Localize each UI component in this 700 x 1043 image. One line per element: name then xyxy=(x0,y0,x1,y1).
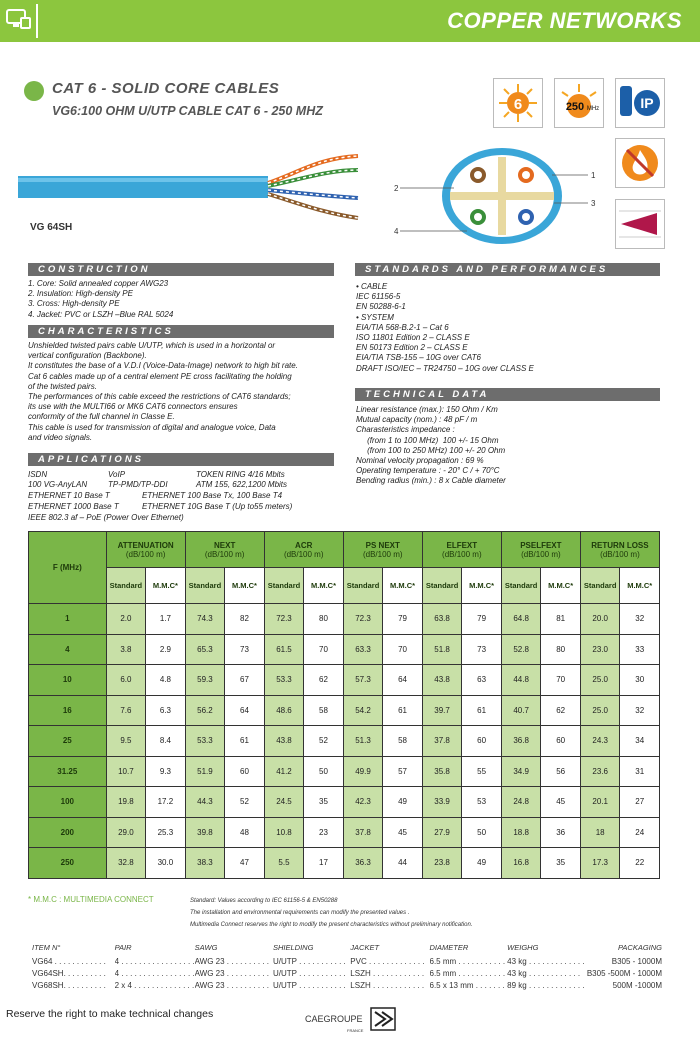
standard-value-cell: 42.3 xyxy=(343,787,383,818)
items-cell: 6.5 mm . . . . . . . . . . . xyxy=(429,968,506,978)
items-cell: 4 . . . . . . . . . . . . . . . . . xyxy=(114,968,195,978)
mmc-value-cell: 62 xyxy=(304,665,344,696)
technical-line: Operating temperature : - 20° C / + 70°C xyxy=(356,466,500,476)
items-header-cell: PACKAGING xyxy=(617,943,662,952)
mmc-note: * M.M.C : MULTIMEDIA CONNECT xyxy=(28,895,154,904)
technical-line: Bending radius (min.) : 8 x Cable diameter xyxy=(356,476,506,486)
mmc-value-cell: 60 xyxy=(462,726,502,757)
standard-value-cell: 63.3 xyxy=(343,634,383,665)
mmc-value-cell: 56 xyxy=(541,756,581,787)
reserve-note: Reserve the right to make technical changes xyxy=(6,1008,214,1020)
standard-subheader: Standard xyxy=(580,568,620,604)
characteristics-line: of the twisted pairs. xyxy=(28,381,97,391)
standard-value-cell: 53.3 xyxy=(185,726,225,757)
cae-groupe-logo xyxy=(305,1006,400,1034)
items-cell: VG64 . . . . . . . . . . . . xyxy=(32,956,106,966)
standard-value-cell: 2.0 xyxy=(106,604,146,635)
table-row xyxy=(29,817,660,848)
standards-heading: STANDARDS AND PERFORMANCES xyxy=(355,263,660,276)
standard-value-cell: 24.3 xyxy=(580,726,620,757)
standard-value-cell: 39.8 xyxy=(185,817,225,848)
mmc-value-cell: 70 xyxy=(383,634,423,665)
mmc-value-cell: 73 xyxy=(462,634,502,665)
table-row xyxy=(29,695,660,726)
standard-value-cell: 54.2 xyxy=(343,695,383,726)
table-row xyxy=(29,787,660,818)
standard-value-cell: 61.5 xyxy=(264,634,304,665)
application-item: TOKEN RING 4/16 Mbits xyxy=(196,470,285,479)
standard-value-cell: 23.0 xyxy=(580,634,620,665)
mmc-value-cell: 70 xyxy=(541,665,581,696)
application-item: ETHERNET 10G Base T (Up to55 meters) xyxy=(142,502,293,511)
items-cell: U/UTP . . . . . . . . . . . xyxy=(273,968,346,978)
mmc-value-cell: 61 xyxy=(383,695,423,726)
standard-value-cell: 33.9 xyxy=(422,787,462,818)
performance-table xyxy=(28,531,660,879)
standard-value-cell: 24.8 xyxy=(501,787,541,818)
characteristics-line: its use with the MULTI66 or MK6 CAT6 connectors ensures xyxy=(28,402,238,412)
mmc-value-cell: 35 xyxy=(541,848,581,879)
items-cell: B305 -500M - 1000M xyxy=(586,968,662,978)
standard-value-cell: 63.8 xyxy=(422,604,462,635)
construction-line: 4. Jacket: PVC or LSZH –Blue RAL 5024 xyxy=(28,309,174,319)
group-header: PS NEXT (dB/100 m) xyxy=(343,532,422,568)
mmc-value-cell: 48 xyxy=(225,817,265,848)
mmc-value-cell: 58 xyxy=(304,695,344,726)
standard-value-cell: 16.8 xyxy=(501,848,541,879)
items-row xyxy=(32,979,662,991)
fire-resistant-icon xyxy=(615,138,665,188)
standard-subheader: Standard xyxy=(343,568,383,604)
cross-label-1: 1 xyxy=(591,171,596,180)
group-header: NEXT (dB/100 m) xyxy=(185,532,264,568)
standard-value-cell: 36.8 xyxy=(501,726,541,757)
application-item: ETHERNET 100 Base Tx, 100 Base T4 xyxy=(142,491,283,500)
items-header-cell: SHIELDING xyxy=(273,943,314,952)
standard-value-cell: 20.0 xyxy=(580,604,620,635)
standards-line: IEC 61156-5 xyxy=(356,292,401,302)
standard-value-cell: 40.7 xyxy=(501,695,541,726)
halogen-free-icon xyxy=(615,199,665,249)
title-bullet xyxy=(24,81,44,101)
mmc-value-cell: 6.3 xyxy=(146,695,186,726)
characteristics-line: conformity of the full channel in Classe E. xyxy=(28,412,175,422)
mmc-value-cell: 25.3 xyxy=(146,817,186,848)
standards-line: EIA/TIA TSB-155 – 10G over CAT6 xyxy=(356,353,481,363)
frequency-cell: 250 xyxy=(29,848,107,879)
mmc-subheader: M.M.C* xyxy=(225,568,265,604)
items-header-cell: SAWG xyxy=(194,943,218,952)
standards-line: EIA/TIA 568-B.2-1 – Cat 6 xyxy=(356,322,449,332)
application-item: VoIP xyxy=(108,470,126,479)
standard-value-cell: 51.8 xyxy=(422,634,462,665)
logo-text: CAEGROUPE xyxy=(305,1014,363,1024)
mmc-subheader: M.M.C* xyxy=(620,568,660,604)
standard-value-cell: 38.3 xyxy=(185,848,225,879)
logo-sub: FRANCE xyxy=(347,1028,364,1033)
mmc-value-cell: 31 xyxy=(620,756,660,787)
characteristics-line: Cat 6 cables made up of a central element PE cross facilitating the holding xyxy=(28,371,292,381)
frequency-cell: 31.25 xyxy=(29,756,107,787)
group-header: ATTENUATION (dB/100 m) xyxy=(106,532,185,568)
standard-value-cell: 65.3 xyxy=(185,634,225,665)
technical-line: Linear resistance (max.): 150 Ohm / Km xyxy=(356,405,498,414)
standard-value-cell: 41.2 xyxy=(264,756,304,787)
frequency-cell: 4 xyxy=(29,634,107,665)
mmc-value-cell: 45 xyxy=(383,817,423,848)
frequency-cell: 10 xyxy=(29,665,107,696)
technical-line: Nominal velocity propagation : 69 % xyxy=(356,456,484,466)
standard-value-cell: 37.8 xyxy=(343,817,383,848)
standard-value-cell: 43.8 xyxy=(264,726,304,757)
cat-value: 6 xyxy=(513,96,523,113)
characteristics-line: and video signals. xyxy=(28,432,93,442)
mmc-value-cell: 58 xyxy=(383,726,423,757)
standard-value-cell: 7.6 xyxy=(106,695,146,726)
standard-value-cell: 57.3 xyxy=(343,665,383,696)
mmc-value-cell: 17.2 xyxy=(146,787,186,818)
standard-value-cell: 9.5 xyxy=(106,726,146,757)
construction-list xyxy=(28,279,348,320)
items-table xyxy=(32,943,662,991)
application-item: ETHERNET 10 Base T xyxy=(28,491,110,500)
items-cell: AWG 23 . . . . . . . . . . xyxy=(194,980,270,990)
mmc-value-cell: 32 xyxy=(620,695,660,726)
cable-image xyxy=(18,148,363,230)
technical-line: (from 1 to 100 MHz) 100 +/- 15 Ohm xyxy=(356,435,499,445)
standard-value-cell: 18 xyxy=(580,817,620,848)
standard-value-cell: 43.8 xyxy=(422,665,462,696)
standard-value-cell: 64.8 xyxy=(501,604,541,635)
standards-notes xyxy=(190,895,610,931)
characteristics-text xyxy=(28,341,353,443)
table-row xyxy=(29,756,660,787)
table-row xyxy=(29,665,660,696)
application-item: ISDN xyxy=(28,470,48,479)
mmc-value-cell: 57 xyxy=(383,756,423,787)
group-header: ELFEXT (dB/100 m) xyxy=(422,532,501,568)
application-item: ETHERNET 1000 Base T xyxy=(28,502,119,511)
technical-list xyxy=(356,405,656,487)
standard-value-cell: 10.7 xyxy=(106,756,146,787)
group-header: ACR (dB/100 m) xyxy=(264,532,343,568)
items-cell: PVC . . . . . . . . . . . . . xyxy=(350,956,425,966)
mmc-value-cell: 67 xyxy=(225,665,265,696)
standard-value-cell: 18.8 xyxy=(501,817,541,848)
standard-value-cell: 56.2 xyxy=(185,695,225,726)
items-cell: 6.5 mm . . . . . . . . . . . xyxy=(429,956,506,966)
standard-value-cell: 37.8 xyxy=(422,726,462,757)
technical-line: Mutual capacity (nom.) : 48 pF / m xyxy=(356,415,478,425)
standard-value-cell: 19.8 xyxy=(106,787,146,818)
standard-value-cell: 59.3 xyxy=(185,665,225,696)
characteristics-line: The performances of this cable exceed the restrictions of CAT6 standards; xyxy=(28,392,291,402)
items-cell: AWG 23 . . . . . . . . . . xyxy=(194,968,270,978)
ip-text: IP xyxy=(640,95,654,111)
items-cell: 500M -1000M xyxy=(612,980,662,990)
mmc-value-cell: 73 xyxy=(225,634,265,665)
mmc-value-cell: 49 xyxy=(383,787,423,818)
items-header-cell: JACKET xyxy=(350,943,380,952)
items-row xyxy=(32,955,662,967)
mmc-value-cell: 17 xyxy=(304,848,344,879)
table-row xyxy=(29,848,660,879)
mmc-value-cell: 45 xyxy=(541,787,581,818)
technical-line: (from 100 to 250 MHz) 100 +/- 20 Ohm xyxy=(356,445,506,455)
standard-value-cell: 6.0 xyxy=(106,665,146,696)
table-row xyxy=(29,634,660,665)
table-sub-header-row xyxy=(29,568,660,604)
standard-value-cell: 72.3 xyxy=(264,604,304,635)
characteristics-heading: CHARACTERISTICS xyxy=(28,325,334,338)
note-line: The installation and environmental requirements can modify the presented values . xyxy=(190,910,410,916)
mmc-value-cell: 61 xyxy=(225,726,265,757)
standards-line: • CABLE xyxy=(356,282,388,291)
standards-line: EN 50173 Edition 2 – CLASS E xyxy=(356,343,468,353)
items-cell: VG68SH. . . . . . . . . . xyxy=(32,980,106,990)
mmc-value-cell: 9.3 xyxy=(146,756,186,787)
table-row xyxy=(29,604,660,635)
items-header-cell: DIAMETER xyxy=(429,943,469,952)
cable-cross-section xyxy=(392,145,612,247)
cross-label-4: 4 xyxy=(394,227,399,236)
mmc-value-cell: 49 xyxy=(462,848,502,879)
mhz-unit: MHz xyxy=(586,106,600,112)
standard-value-cell: 5.5 xyxy=(264,848,304,879)
items-cell: B305 - 1000M xyxy=(611,956,662,966)
items-cell: VG64SH. . . . . . . . . . xyxy=(32,968,106,978)
items-cell: 4 . . . . . . . . . . . . . . . . . xyxy=(114,956,195,966)
table-row xyxy=(29,726,660,757)
standard-value-cell: 34.9 xyxy=(501,756,541,787)
mmc-value-cell: 61 xyxy=(462,695,502,726)
table-body xyxy=(29,604,660,879)
cross-label-3: 3 xyxy=(591,199,596,208)
freq-header: F (MHz) xyxy=(29,532,107,604)
application-item: 100 VG-AnyLAN xyxy=(28,480,88,489)
mmc-value-cell: 70 xyxy=(304,634,344,665)
mmc-subheader: M.M.C* xyxy=(462,568,502,604)
cat6-badge xyxy=(493,78,543,128)
standard-value-cell: 25.0 xyxy=(580,665,620,696)
mmc-subheader: M.M.C* xyxy=(304,568,344,604)
mmc-value-cell: 2.9 xyxy=(146,634,186,665)
computer-icon xyxy=(4,4,38,38)
applications-heading: APPLICATIONS xyxy=(28,453,334,466)
application-item: ATM 155, 622,1200 Mbits xyxy=(196,480,288,489)
standard-value-cell: 24.5 xyxy=(264,787,304,818)
items-cell: U/UTP . . . . . . . . . . . xyxy=(273,956,346,966)
mmc-value-cell: 1.7 xyxy=(146,604,186,635)
mmc-value-cell: 23 xyxy=(304,817,344,848)
mmc-value-cell: 52 xyxy=(225,787,265,818)
product-subtitle: VG6:100 OHM U/UTP CABLE CAT 6 - 250 MHZ xyxy=(52,104,323,118)
mmc-value-cell: 50 xyxy=(304,756,344,787)
standard-subheader: Standard xyxy=(501,568,541,604)
standard-value-cell: 51.3 xyxy=(343,726,383,757)
technical-heading: TECHNICAL DATA xyxy=(355,388,660,401)
mmc-value-cell: 30.0 xyxy=(146,848,186,879)
items-row xyxy=(32,967,662,979)
mmc-value-cell: 35 xyxy=(304,787,344,818)
mmc-value-cell: 55 xyxy=(462,756,502,787)
items-cell: 6.5 x 13 mm . . . . . . . xyxy=(429,980,505,990)
mmc-value-cell: 79 xyxy=(383,604,423,635)
mmc-subheader: M.M.C* xyxy=(383,568,423,604)
mmc-value-cell: 22 xyxy=(620,848,660,879)
application-item: IEEE 802.3 af – PoE (Power Over Ethernet) xyxy=(28,513,184,522)
standard-value-cell: 25.0 xyxy=(580,695,620,726)
mmc-subheader: M.M.C* xyxy=(541,568,581,604)
group-header: RETURN LOSS (dB/100 m) xyxy=(580,532,659,568)
standard-value-cell: 10.8 xyxy=(264,817,304,848)
mmc-value-cell: 64 xyxy=(383,665,423,696)
standard-value-cell: 32.8 xyxy=(106,848,146,879)
mmc-value-cell: 50 xyxy=(462,817,502,848)
mmc-value-cell: 33 xyxy=(620,634,660,665)
mmc-value-cell: 62 xyxy=(541,695,581,726)
application-item: TP-PMD/TP-DDI xyxy=(108,480,168,489)
standards-line: EN 50288-6-1 xyxy=(356,302,406,312)
items-cell: LSZH . . . . . . . . . . . . xyxy=(350,980,425,990)
mmc-value-cell: 53 xyxy=(462,787,502,818)
mmc-value-cell: 27 xyxy=(620,787,660,818)
standards-line: • SYSTEM xyxy=(356,312,394,322)
standard-value-cell: 52.8 xyxy=(501,634,541,665)
header-bar xyxy=(0,0,700,42)
brand-title: COPPER NETWORKS xyxy=(447,8,682,33)
construction-line: 1. Core: Solid annealed copper AWG23 xyxy=(28,279,169,288)
mmc-value-cell: 52 xyxy=(304,726,344,757)
standards-list xyxy=(356,282,656,374)
technical-line: Charasteristics impedance : xyxy=(356,425,455,435)
standard-value-cell: 39.7 xyxy=(422,695,462,726)
items-cell: AWG 23 . . . . . . . . . . xyxy=(194,956,270,966)
standard-value-cell: 36.3 xyxy=(343,848,383,879)
mmc-value-cell: 80 xyxy=(541,634,581,665)
group-header: PSELFEXT (dB/100 m) xyxy=(501,532,580,568)
construction-line: 2. Insulation: High-density PE xyxy=(28,289,133,299)
standard-value-cell: 49.9 xyxy=(343,756,383,787)
cable-label: VG 64SH xyxy=(30,222,73,233)
characteristics-line: This cable is used for transmission of digital and analogue voice, Data xyxy=(28,422,276,432)
standard-subheader: Standard xyxy=(185,568,225,604)
items-cell: U/UTP . . . . . . . . . . . xyxy=(273,980,346,990)
mmc-value-cell: 60 xyxy=(541,726,581,757)
mmc-value-cell: 8.4 xyxy=(146,726,186,757)
note-line: Multimedia Connect reserves the right to modify the present characteristics without preliminary notification. xyxy=(190,922,473,928)
mhz-value: 250 xyxy=(565,101,585,113)
mmc-value-cell: 32 xyxy=(620,604,660,635)
items-header-cell: PAIR xyxy=(114,943,132,952)
note-line: Standard: Values according to IEC 61156-5 & EN50288 xyxy=(190,898,338,904)
mmc-value-cell: 60 xyxy=(225,756,265,787)
standard-value-cell: 44.8 xyxy=(501,665,541,696)
ip-badge xyxy=(615,78,665,128)
construction-line: 3. Cross: High-density PE xyxy=(28,299,120,309)
standards-line: DRAFT ISO/IEC – TR24750 – 10G over CLASS E xyxy=(356,363,534,373)
standard-value-cell: 23.8 xyxy=(422,848,462,879)
standard-subheader: Standard xyxy=(106,568,146,604)
standard-value-cell: 20.1 xyxy=(580,787,620,818)
items-body xyxy=(32,955,662,991)
standard-subheader: Standard xyxy=(264,568,304,604)
mmc-value-cell: 81 xyxy=(541,604,581,635)
standard-value-cell: 23.6 xyxy=(580,756,620,787)
standard-subheader: Standard xyxy=(422,568,462,604)
construction-heading: CONSTRUCTION xyxy=(28,263,334,276)
items-cell: 43 kg . . . . . . . . . . . . xyxy=(507,968,581,978)
table-group-header-row xyxy=(29,532,660,568)
mmc-value-cell: 44 xyxy=(383,848,423,879)
applications-list xyxy=(28,470,358,526)
characteristics-line: vertical configuration (Backbone). xyxy=(28,351,147,361)
items-cell: 89 kg . . . . . . . . . . . . . xyxy=(507,980,585,990)
items-cell: 2 x 4 . . . . . . . . . . . . . . xyxy=(114,980,195,990)
standard-value-cell: 27.9 xyxy=(422,817,462,848)
standard-value-cell: 29.0 xyxy=(106,817,146,848)
items-cell: LSZH . . . . . . . . . . . . xyxy=(350,968,425,978)
standards-line: ISO 11801 Edition 2 – CLASS E xyxy=(356,333,470,343)
product-title: CAT 6 - SOLID CORE CABLES xyxy=(52,80,280,97)
standard-value-cell: 3.8 xyxy=(106,634,146,665)
mmc-value-cell: 82 xyxy=(225,604,265,635)
mmc-value-cell: 63 xyxy=(462,665,502,696)
mmc-value-cell: 30 xyxy=(620,665,660,696)
standard-value-cell: 48.6 xyxy=(264,695,304,726)
items-header-cell: ITEM N° xyxy=(32,943,61,952)
standard-value-cell: 51.9 xyxy=(185,756,225,787)
mmc-value-cell: 36 xyxy=(541,817,581,848)
characteristics-line: It constitutes the base of a V.D.I (Voice-Data-Image) network to high bit rate. xyxy=(28,361,298,371)
frequency-badge xyxy=(554,78,604,128)
cross-label-2: 2 xyxy=(394,184,399,193)
mmc-value-cell: 80 xyxy=(304,604,344,635)
standard-value-cell: 53.3 xyxy=(264,665,304,696)
mmc-value-cell: 4.8 xyxy=(146,665,186,696)
items-header-row xyxy=(32,943,662,955)
standard-value-cell: 74.3 xyxy=(185,604,225,635)
mmc-value-cell: 64 xyxy=(225,695,265,726)
frequency-cell: 1 xyxy=(29,604,107,635)
frequency-cell: 100 xyxy=(29,787,107,818)
frequency-cell: 16 xyxy=(29,695,107,726)
items-cell: 43 kg . . . . . . . . . . . . . xyxy=(507,956,585,966)
characteristics-line: Unshielded twisted pairs cable U/UTP, which is used in a horizontal or xyxy=(28,341,276,350)
frequency-cell: 200 xyxy=(29,817,107,848)
frequency-cell: 25 xyxy=(29,726,107,757)
standard-value-cell: 35.8 xyxy=(422,756,462,787)
mmc-subheader: M.M.C* xyxy=(146,568,186,604)
mmc-value-cell: 24 xyxy=(620,817,660,848)
mmc-value-cell: 34 xyxy=(620,726,660,757)
mmc-value-cell: 79 xyxy=(462,604,502,635)
standard-value-cell: 44.3 xyxy=(185,787,225,818)
mmc-value-cell: 47 xyxy=(225,848,265,879)
items-header-cell: WEIGHG xyxy=(507,943,539,952)
standard-value-cell: 72.3 xyxy=(343,604,383,635)
standard-value-cell: 17.3 xyxy=(580,848,620,879)
